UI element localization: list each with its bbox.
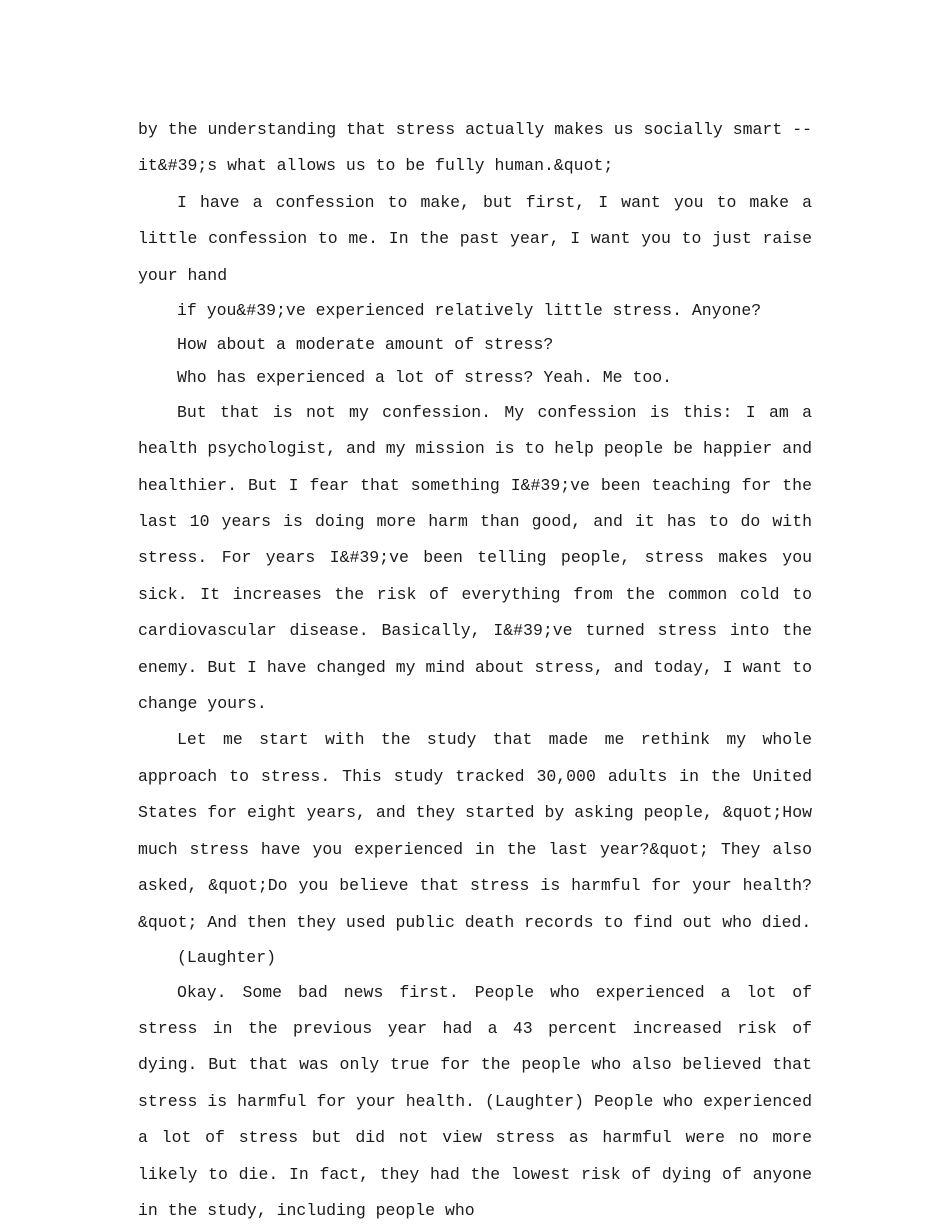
document-page [138,112,812,1229]
paragraph-continuation: by the understanding that stress actually makes us socially smart -- it&#39;s what allows us to be fully human.&quot; [138,120,812,176]
line-moderate-stress: How about a moderate amount of stress? [177,334,554,354]
paragraph-confession-intro: I have a confession to make, but first, I want you to make a little confession to me. In the past year, I want you to just raise your hand [138,192,812,285]
paragraph-study: Let me start with the study that made me rethink my whole approach to stress. This study tracked 30,000 adults in the United States for eight years, and they started by asking people, &quot;How much stress have you experienced in the last year?&quot; They also asked, &quot;Do you believe that stress is harmful for your health?&quot; And then they used public death records to find out who died. [138,730,812,932]
paragraph-health-psychologist: But that is not my confession. My confession is this: I am a health psychologist, and my mission is to help people be happier and healthier. But I fear that something I&#39;ve been teaching for the last 10 years is doing more harm than good, and it has to do with stress. For years I&#39;ve been telling people, stress makes you sick. It increases the risk of everything from the common cold to cardiovascular disease. Basically, I&#39;ve turned stress into the enemy. But I have changed my mind about stress, and today, I want to change yours. [138,402,812,714]
line-laughter: (Laughter) [177,947,277,967]
paragraph-bad-news: Okay. Some bad news first. People who experienced a lot of stress in the previous year had a 43 percent increased risk of dying. But that was only true for the people who also believed that stress is harmful for your health. (Laughter) People who experienced a lot of stress but did not view stress as harmful were no more likely to die. In fact, they had the lowest risk of dying of anyone in the study, including people who [138,982,812,1220]
line-lot-of-stress: Who has experienced a lot of stress? Yeah. Me too. [177,368,673,388]
line-little-stress: if you&#39;ve experienced relatively little stress. Anyone? [177,301,762,321]
